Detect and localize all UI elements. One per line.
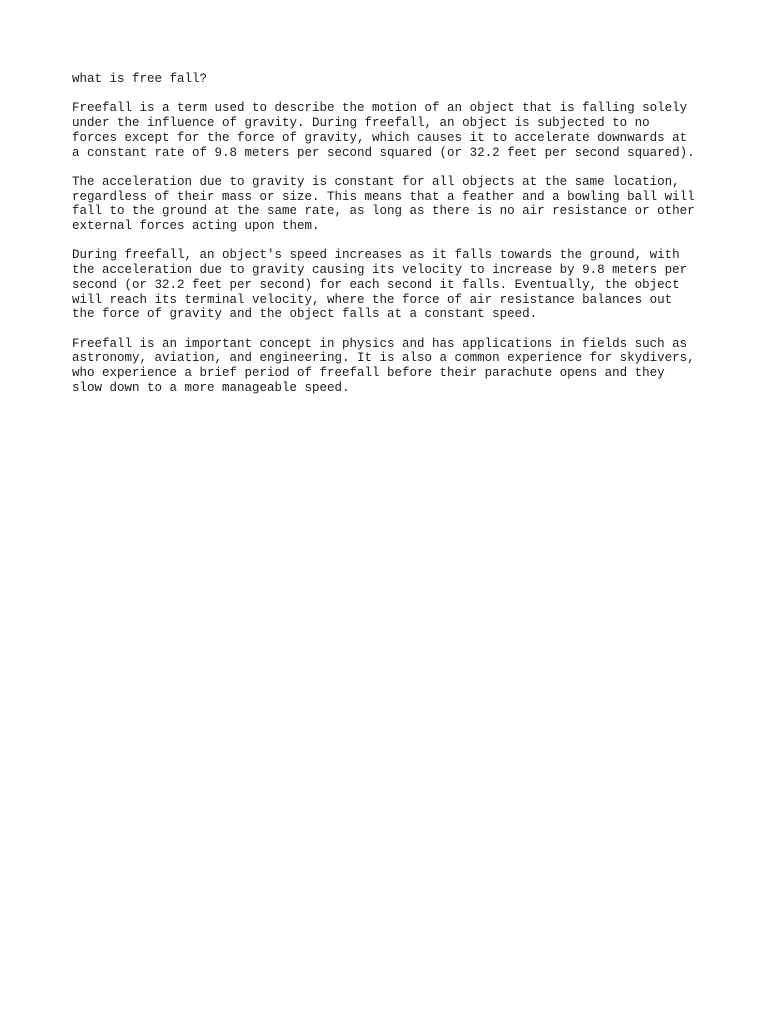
question-line: what is free fall? [72,72,208,86]
paragraph-1: Freefall is a term used to describe the motion of an object that is falling solely under the influence of gravity. During freefall, an object is subjected to no forces except for the force of gravity, which causes it to accelerate downwards at a constant rate of 9.8 meters per second squared (or 32.2 feet per second squared). [72,101,695,160]
paragraph-4: Freefall is an important concept in physics and has applications in fields such as astronomy, aviation, and engineering. It is also a common experience for skydivers, who experience a brief period of freefall before their parachute opens and they slow down to a more manageable speed. [72,336,695,395]
paragraph-2: The acceleration due to gravity is constant for all objects at the same location, regardless of their mass or size. This means that a feather and a bowling ball will fall to the ground at the same rate, as long as there is no air resistance or other external forces acting upon them. [72,174,695,233]
document-page [72,72,712,410]
paragraph-3: During freefall, an object's speed increases as it falls towards the ground, with the acceleration due to gravity causing its velocity to increase by 9.8 meters per second (or 32.2 feet per second) for each second it falls. Eventually, the object will reach its terminal velocity, where the force of air resistance balances out the force of gravity and the object falls at a constant speed. [72,248,688,322]
